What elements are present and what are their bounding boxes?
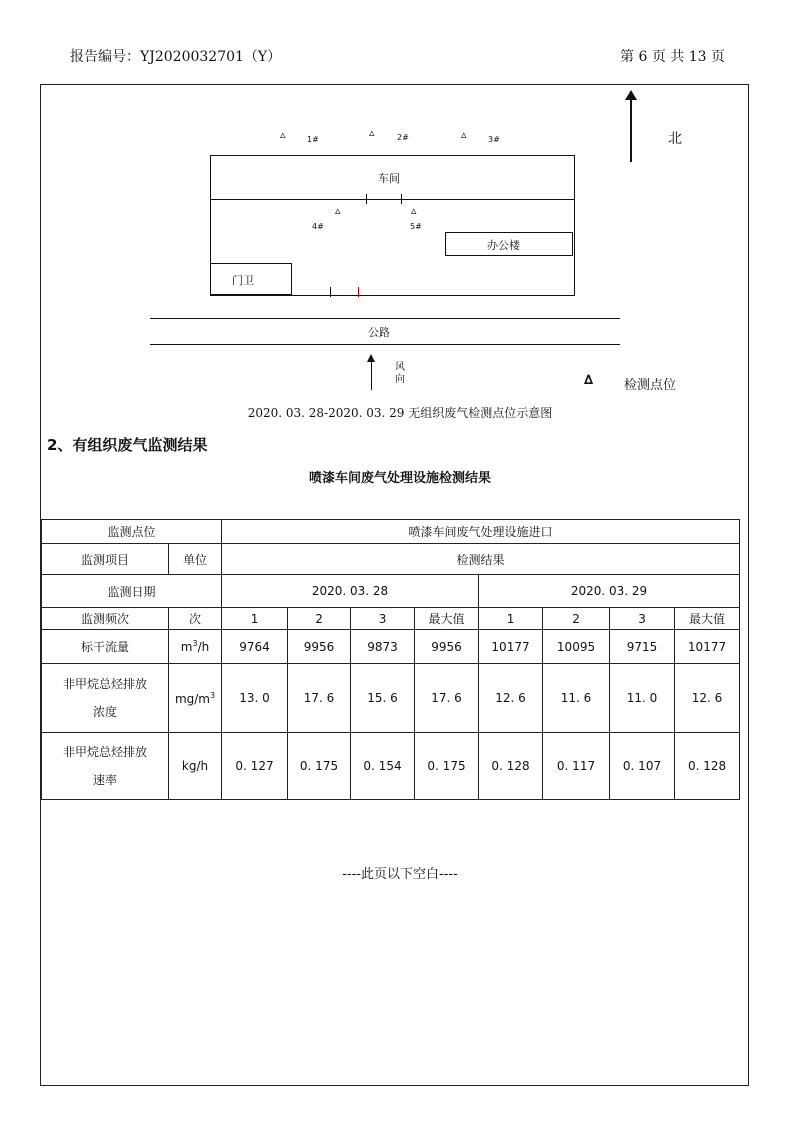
gate-tick <box>358 287 359 297</box>
table-row <box>42 575 740 608</box>
conc-value-cell: 17. 6 <box>415 664 479 733</box>
table-row <box>42 544 740 575</box>
flow-value-cell: 9956 <box>415 630 479 664</box>
gate-tick <box>330 287 331 297</box>
flow-value-cell: 9956 <box>288 630 351 664</box>
unit-tail: /h <box>197 640 210 654</box>
unit-header-cell: 单位 <box>169 544 222 575</box>
freq-cell: 3 <box>351 608 415 630</box>
rate-label-line2: 速率 <box>92 773 117 787</box>
rate-value-cell: 0. 154 <box>351 733 415 800</box>
freq-cell: 3 <box>610 608 675 630</box>
point-1-label: 1# <box>307 135 319 144</box>
point-5-label: 5# <box>410 222 422 231</box>
table-row <box>42 520 740 544</box>
north-arrow-icon <box>630 92 632 162</box>
table-row <box>42 608 740 630</box>
blank-note: ----此页以下空白---- <box>342 867 458 882</box>
rate-value-cell: 0. 128 <box>675 733 740 800</box>
rate-unit-cell: kg/h <box>169 733 222 800</box>
freq-cell: 2 <box>543 608 610 630</box>
table-row <box>42 630 740 664</box>
freq-cell: 1 <box>479 608 543 630</box>
flow-value-cell: 9873 <box>351 630 415 664</box>
results-table <box>41 519 740 800</box>
result-header-cell: 检测结果 <box>222 544 740 575</box>
unit-base: m <box>180 640 193 654</box>
flow-value-cell: 9715 <box>610 630 675 664</box>
section-title: 2、有组织废气监测结果 <box>47 436 208 454</box>
table-row <box>42 733 740 800</box>
legend-text: 检测点位 <box>624 378 677 393</box>
conc-value-cell: 12. 6 <box>675 664 740 733</box>
unit-sup: 3 <box>209 690 216 700</box>
gate-tick <box>366 194 367 204</box>
point-label-cell: 监测点位 <box>42 520 222 544</box>
gate-tick <box>401 194 402 204</box>
point-3-label: 3# <box>488 135 500 144</box>
conc-value-cell: 17. 6 <box>288 664 351 733</box>
rate-value-cell: 0. 107 <box>610 733 675 800</box>
flow-label-cell: 标干流量 <box>42 630 169 664</box>
wind-arrow-icon <box>371 356 372 390</box>
rate-value-cell: 0. 175 <box>415 733 479 800</box>
conc-value-cell: 11. 0 <box>610 664 675 733</box>
rate-value-cell: 0. 128 <box>479 733 543 800</box>
point-4-label: 4# <box>312 222 324 231</box>
conc-label-line1: 非甲烷总烃排放 <box>62 677 147 691</box>
rate-value-cell: 0. 175 <box>288 733 351 800</box>
table-title: 喷漆车间废气处理设施检测结果 <box>308 471 491 486</box>
point-2-label: 2# <box>397 133 409 142</box>
flow-unit-cell <box>169 630 222 664</box>
rate-label-cell <box>42 733 169 800</box>
triangle-marker-icon: ▵ <box>411 204 417 217</box>
workshop-label: 车间 <box>378 172 400 185</box>
road-edge-top <box>150 318 620 319</box>
unit-base: mg/m <box>174 691 210 706</box>
unit-sup: 3 <box>192 639 198 648</box>
conc-value-cell: 11. 6 <box>543 664 610 733</box>
point-value-cell: 喷漆车间废气处理设施进口 <box>222 520 740 544</box>
conc-label-line2: 浓度 <box>92 705 117 719</box>
freq-cell: 最大值 <box>415 608 479 630</box>
flow-value-cell: 9764 <box>222 630 288 664</box>
legend-triangle-icon: ∆ <box>584 373 594 388</box>
diagram-caption: 2020. 03. 28-2020. 03. 29 无组织废气检测点位示意图 <box>247 406 553 420</box>
conc-value-cell: 12. 6 <box>479 664 543 733</box>
rate-value-cell: 0. 127 <box>222 733 288 800</box>
triangle-marker-icon: ▵ <box>369 126 375 139</box>
rate-value-cell: 0. 117 <box>543 733 610 800</box>
flow-value-cell: 10177 <box>479 630 543 664</box>
road-edge-bottom <box>150 344 620 345</box>
flow-value-cell: 10095 <box>543 630 610 664</box>
wind-label: 风向 <box>395 362 405 385</box>
freq-cell: 1 <box>222 608 288 630</box>
conc-label-cell <box>42 664 169 733</box>
table-row <box>42 664 740 733</box>
conc-unit-cell <box>169 664 222 733</box>
report-number: 报告编号：YJ2020032701（Y） <box>70 49 282 65</box>
freq-label-cell: 监测频次 <box>42 608 169 630</box>
triangle-marker-icon: ▵ <box>280 128 286 141</box>
conc-value-cell: 13. 0 <box>222 664 288 733</box>
freq-unit-cell: 次 <box>169 608 222 630</box>
road-label: 公路 <box>368 326 390 339</box>
freq-cell: 2 <box>288 608 351 630</box>
item-label-cell: 监测项目 <box>42 544 169 575</box>
flow-value-cell: 10177 <box>675 630 740 664</box>
date2-cell: 2020. 03. 29 <box>479 575 740 608</box>
triangle-marker-icon: ▵ <box>461 128 467 141</box>
date1-cell: 2020. 03. 28 <box>222 575 479 608</box>
triangle-marker-icon: ▵ <box>335 204 341 217</box>
date-label-cell: 监测日期 <box>42 575 222 608</box>
freq-cell: 最大值 <box>675 608 740 630</box>
rate-label-line1: 非甲烷总烃排放 <box>62 745 147 759</box>
office-label: 办公楼 <box>487 239 520 252</box>
page-info: 第 6 页 共 13 页 <box>620 49 725 65</box>
guard-label: 门卫 <box>232 274 254 287</box>
conc-value-cell: 15. 6 <box>351 664 415 733</box>
north-label: 北 <box>668 131 682 147</box>
